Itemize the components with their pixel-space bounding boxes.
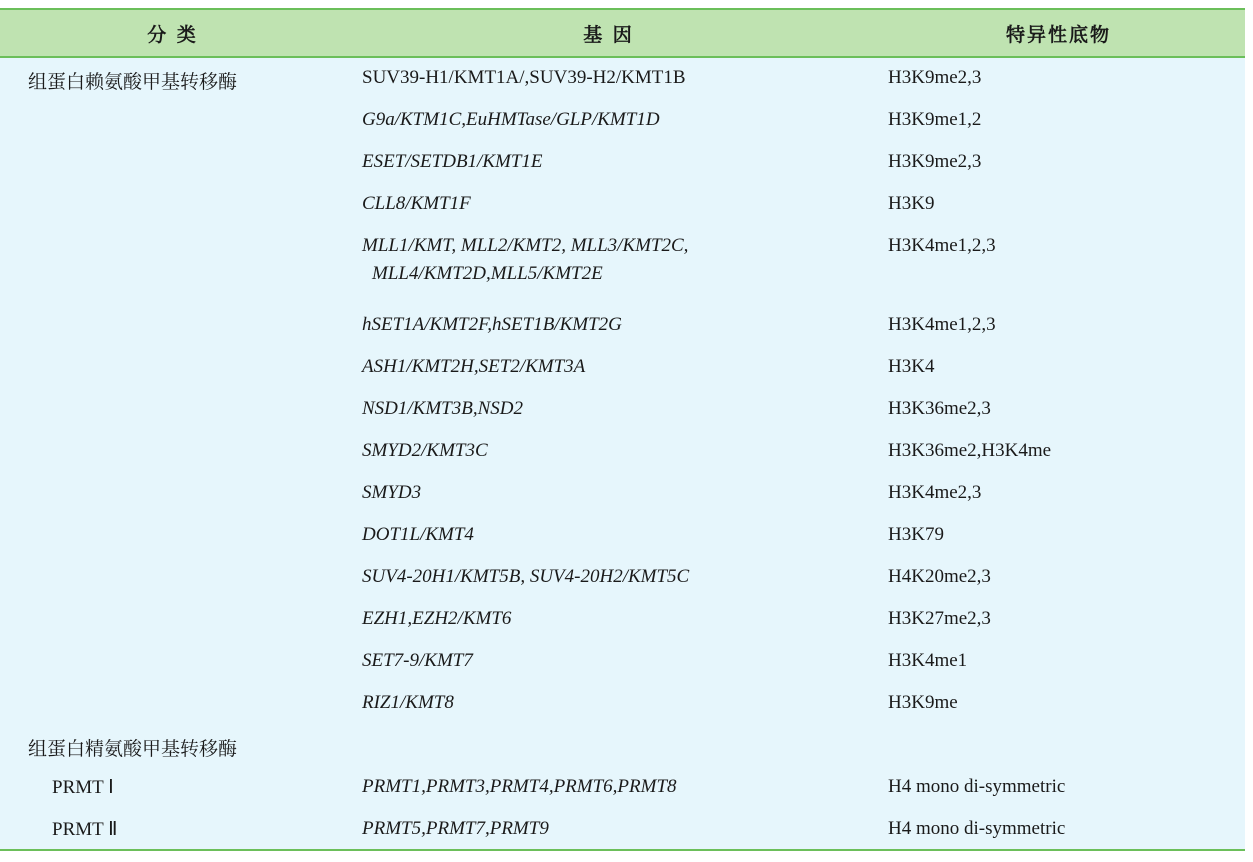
category-cell [0, 557, 345, 599]
substrate-cell: H3K4 [888, 356, 935, 377]
gene-cell: hSET1A/KMT2F,hSET1B/KMT2G [362, 314, 622, 335]
gene-cell: RIZ1/KMT8 [362, 692, 454, 713]
table-row [0, 557, 1245, 599]
gene-cell: NSD1/KMT3B,NSD2 [362, 398, 523, 419]
gene-cell: CLL8/KMT1F [362, 193, 471, 214]
substrate-cell: H3K9me2,3 [888, 67, 982, 88]
table-row [0, 809, 1245, 850]
category-cell [0, 431, 345, 473]
category-cell [0, 100, 345, 142]
substrate-cell: H3K36me2,H3K4me [888, 440, 1052, 461]
table-row [0, 347, 1245, 389]
table-row [0, 515, 1245, 557]
gene-line-1: MLL1/KMT, MLL2/KMT2, MLL3/KMT2C, [362, 235, 689, 256]
table-row [0, 725, 1245, 767]
table-row [0, 767, 1245, 809]
table-row [0, 142, 1245, 184]
substrate-cell: H3K27me2,3 [888, 608, 991, 629]
substrate-cell: H3K9me2,3 [888, 151, 982, 172]
category-cell: 组蛋白精氨酸甲基转移酶 [28, 738, 238, 760]
table-row [0, 57, 1245, 100]
category-cell [0, 515, 345, 557]
substrate-cell: H4K20me2,3 [888, 566, 991, 587]
substrate-cell: H3K36me2,3 [888, 398, 991, 419]
gene-cell [345, 226, 872, 305]
table-header-row [0, 9, 1245, 57]
gene-line-2: MLL4/KMT2D,MLL5/KMT2E [372, 263, 603, 284]
table-row [0, 431, 1245, 473]
table-row [0, 599, 1245, 641]
gene-cell: EZH1,EZH2/KMT6 [362, 608, 512, 629]
histone-methyltransferase-table [0, 8, 1245, 851]
substrate-cell: H3K9 [888, 193, 935, 214]
gene-cell: ESET/SETDB1/KMT1E [362, 151, 543, 172]
gene-cell: PRMT5,PRMT7,PRMT9 [362, 818, 549, 839]
gene-cell: SMYD3 [362, 482, 422, 503]
header-gene: 基 因 [583, 23, 634, 46]
gene-cell: PRMT1,PRMT3,PRMT4,PRMT6,PRMT8 [362, 776, 677, 797]
header-substrate: 特异性底物 [1005, 23, 1111, 46]
category-cell [0, 184, 345, 226]
substrate-cell: H3K4me1,2,3 [888, 235, 996, 256]
gene-cell [345, 725, 872, 767]
substrate-cell: H3K79 [888, 524, 944, 545]
category-cell: 组蛋白赖氨酸甲基转移酶 [28, 71, 238, 93]
table-row [0, 100, 1245, 142]
subcategory-cell: PRMT Ⅱ [52, 819, 118, 840]
category-cell [0, 683, 345, 725]
substrate-cell: H3K4me2,3 [888, 482, 982, 503]
table-row [0, 641, 1245, 683]
table-row [0, 473, 1245, 515]
table-row [0, 305, 1245, 347]
category-cell [0, 599, 345, 641]
gene-cell: SET7-9/KMT7 [362, 650, 473, 671]
enzyme-table-container [0, 8, 1245, 851]
category-cell [0, 142, 345, 184]
category-cell [0, 347, 345, 389]
substrate-cell: H4 mono di-symmetric [888, 818, 1066, 839]
gene-cell: DOT1L/KMT4 [362, 524, 474, 545]
category-cell [0, 389, 345, 431]
substrate-cell: H3K9me1,2 [888, 109, 982, 130]
table-row [0, 184, 1245, 226]
table-row [0, 226, 1245, 305]
table-row [0, 683, 1245, 725]
category-cell [0, 305, 345, 347]
category-cell [0, 226, 345, 305]
subcategory-cell: PRMT Ⅰ [52, 777, 114, 798]
substrate-cell: H3K9me [888, 692, 958, 713]
gene-cell: SUV39-H1/KMT1A/,SUV39-H2/KMT1B [362, 67, 686, 88]
table-row [0, 389, 1245, 431]
substrate-cell: H3K4me1,2,3 [888, 314, 996, 335]
gene-cell: SMYD2/KMT3C [362, 440, 488, 461]
header-category: 分 类 [147, 23, 198, 46]
substrate-cell: H4 mono di-symmetric [888, 776, 1066, 797]
substrate-cell: H3K4me1 [888, 650, 968, 671]
category-cell [0, 473, 345, 515]
gene-cell: ASH1/KMT2H,SET2/KMT3A [362, 356, 586, 377]
gene-cell: G9a/KTM1C,EuHMTase/GLP/KMT1D [362, 109, 660, 130]
substrate-cell [872, 725, 1245, 767]
category-cell [0, 641, 345, 683]
gene-cell: SUV4-20H1/KMT5B, SUV4-20H2/KMT5C [362, 566, 690, 587]
